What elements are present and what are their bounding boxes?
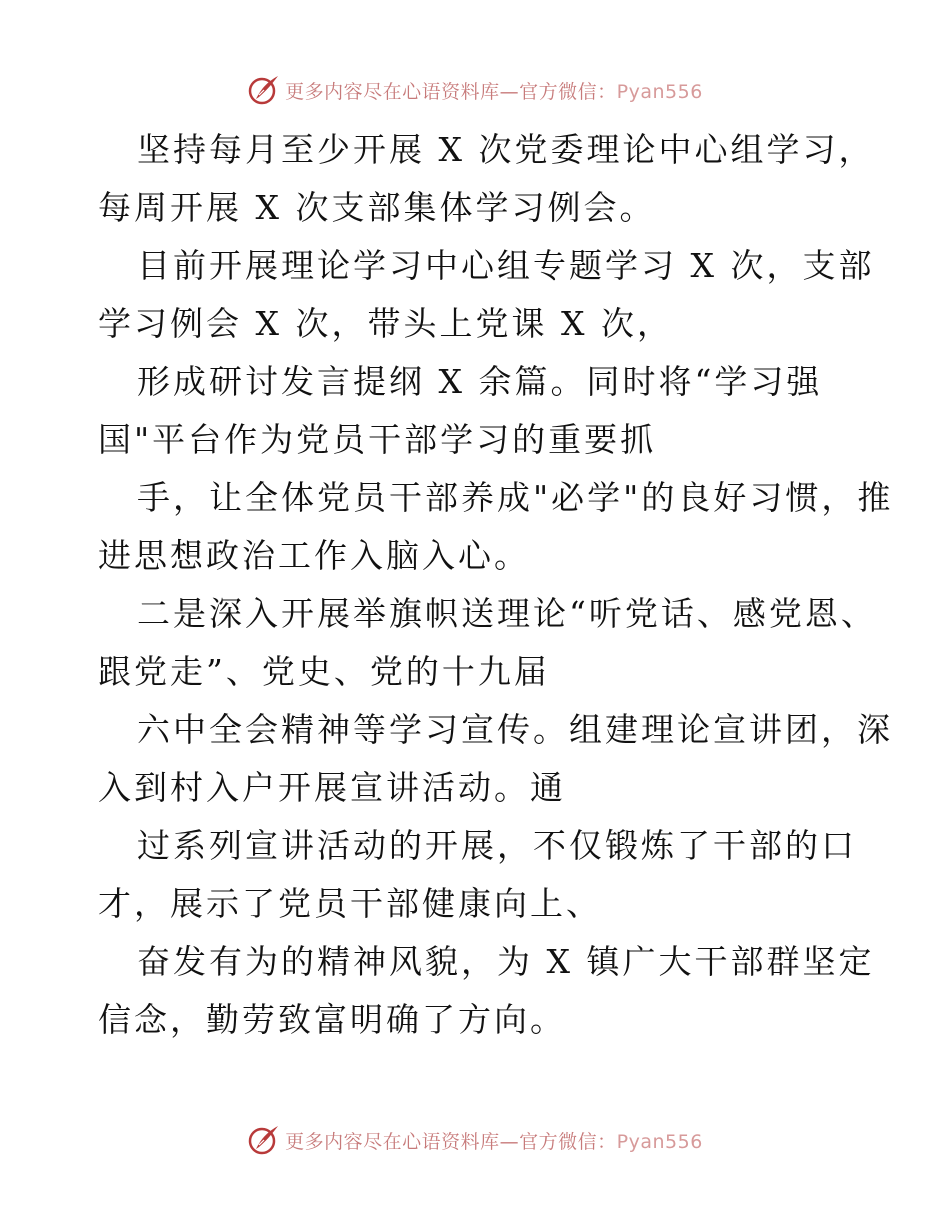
- text-line-11: 六中全会精神等学习宣传。组建理论宣讲团，深: [137, 710, 893, 749]
- text-line-1: 坚持每月至少开展 X 次党委理论中心组学习，: [137, 130, 875, 169]
- text-line-8: 进思想政治工作入脑入心。: [98, 536, 530, 575]
- watermark-text: 更多内容尽在心语资料库—官方微信：Pyan556: [285, 1130, 703, 1153]
- text-line-15: 奋发有为的精神风貌，为 X 镇广大干部群坚定: [137, 942, 875, 981]
- red-quill-logo-icon: [247, 1123, 281, 1157]
- text-line-3: 目前开展理论学习中心组专题学习 X 次，支部: [137, 246, 875, 285]
- red-quill-logo-icon: [247, 73, 281, 107]
- text-line-4: 学习例会 X 次，带头上党课 X 次，: [98, 304, 673, 343]
- text-line-9: 二是深入开展举旗帜送理论“听党话、感党恩、: [137, 594, 877, 633]
- text-line-16: 信念，勤劳致富明确了方向。: [98, 1000, 566, 1039]
- text-line-12: 入到村入户开展宣讲活动。通: [98, 768, 566, 807]
- text-line-7: 手，让全体党员干部养成"必学"的良好习惯，推: [137, 478, 894, 517]
- footer-watermark: [0, 1122, 950, 1158]
- text-line-14: 才，展示了党员干部健康向上、: [98, 884, 602, 923]
- text-line-2: 每周开展 X 次支部集体学习例会。: [98, 188, 656, 227]
- watermark-text: 更多内容尽在心语资料库—官方微信：Pyan556: [285, 80, 703, 103]
- header-watermark: [0, 72, 950, 108]
- text-line-6: 国"平台作为党员干部学习的重要抓: [98, 420, 657, 459]
- text-line-13: 过系列宣讲活动的开展，不仅锻炼了干部的口: [137, 826, 857, 865]
- text-line-5: 形成研讨发言提纲 X 余篇。同时将“学习强: [137, 362, 823, 401]
- text-line-10: 跟党走”、党史、党的十九届: [98, 652, 550, 691]
